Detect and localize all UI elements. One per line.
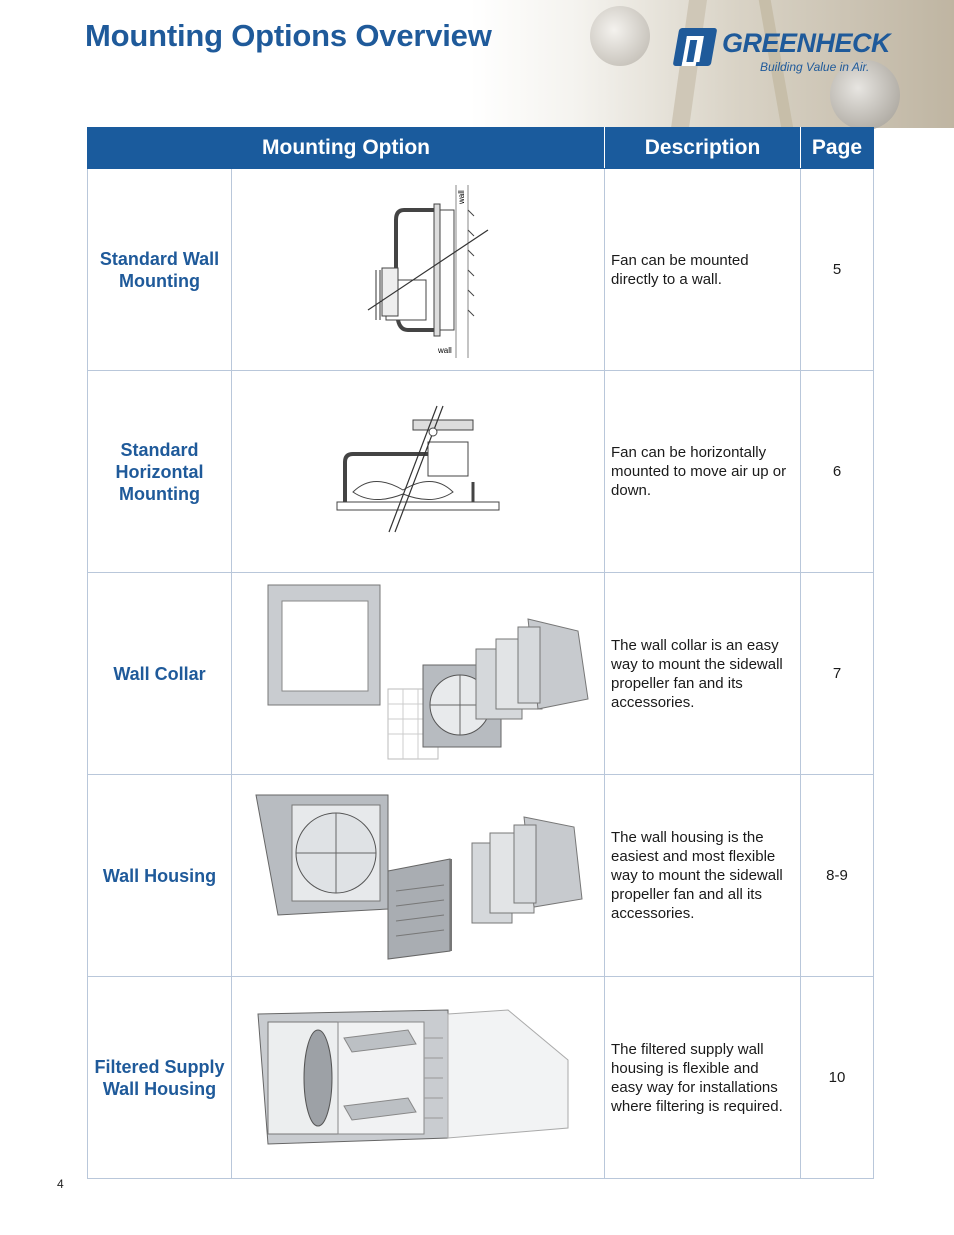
option-description: Fan can be horizontally mounted to move air up or down. <box>605 371 801 573</box>
column-header-description: Description <box>605 128 801 169</box>
greenheck-logo <box>676 26 891 78</box>
option-page: 7 <box>801 573 874 775</box>
table-row <box>88 371 874 573</box>
greenheck-mark-icon <box>673 28 718 66</box>
option-name: Wall Collar <box>88 573 232 775</box>
column-header-page: Page <box>801 128 874 169</box>
option-image-horizontal <box>232 371 605 573</box>
wall-label: wall <box>438 345 452 355</box>
option-description: The wall collar is an easy way to mount the sidewall propeller fan and its accessories. <box>605 573 801 775</box>
option-name: Standard Wall Mounting <box>88 169 232 371</box>
option-image-standard-wall <box>232 169 605 371</box>
column-header-mounting-option: Mounting Option <box>88 128 605 169</box>
page-title: Mounting Options Overview <box>85 18 492 53</box>
table-row <box>88 977 874 1179</box>
option-name: Wall Housing <box>88 775 232 977</box>
option-page: 10 <box>801 977 874 1179</box>
option-description: Fan can be mounted directly to a wall. <box>605 169 801 371</box>
option-image-wall-housing <box>232 775 605 977</box>
option-page: 6 <box>801 371 874 573</box>
wall-label: wall <box>457 189 466 204</box>
logo-brand: GREENHECK <box>722 28 891 58</box>
mounting-options-table <box>87 127 874 1179</box>
logo-tagline: Building Value in Air. <box>760 60 870 74</box>
option-description: The wall housing is the easiest and most flexible way to mount the sidewall propeller fan and all its accessories. <box>605 775 801 977</box>
table-row <box>88 169 874 371</box>
table-header-row <box>88 128 874 169</box>
option-image-wall-collar <box>232 573 605 775</box>
option-name: Filtered Supply Wall Housing <box>88 977 232 1179</box>
table-row <box>88 775 874 977</box>
option-page: 5 <box>801 169 874 371</box>
option-description: The filtered supply wall housing is flexible and easy way for installations where filtering is required. <box>605 977 801 1179</box>
option-image-filtered-supply-wall-housing <box>232 977 605 1179</box>
table-row <box>88 573 874 775</box>
option-page: 8-9 <box>801 775 874 977</box>
option-name: Standard Horizontal Mounting <box>88 371 232 573</box>
page-number: 4 <box>57 1177 64 1191</box>
